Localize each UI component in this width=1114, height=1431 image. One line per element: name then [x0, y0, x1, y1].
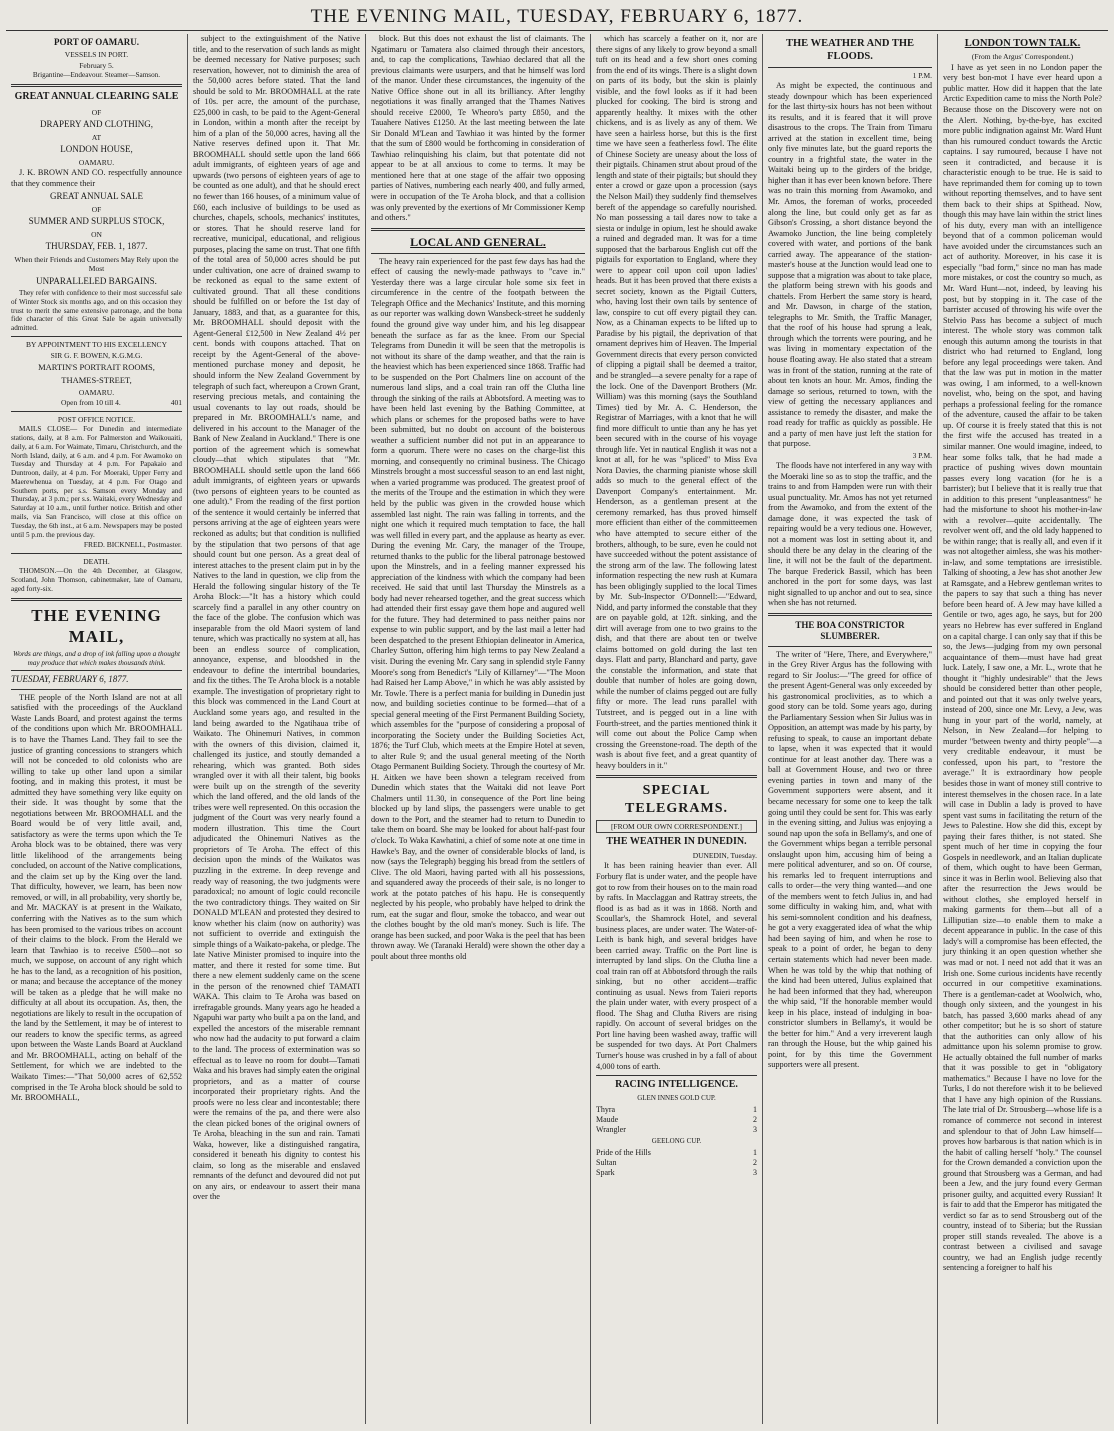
- post-office-title: POST OFFICE NOTICE.: [57, 414, 136, 424]
- sale-date: THURSDAY, FEB. 1, 1877.: [45, 241, 148, 252]
- sale-offer-text: They refer with confidence to their most successful sale of Winter Stock six months ago, and on this occasion they trust to merit the same extensive patronage, and the bona fide character of this Great Sale be again universally admitted.: [11, 289, 182, 333]
- portrait-hours: [11, 398, 182, 408]
- boa-title: THE BOA CONSTRICTOR SLUMBERER.: [795, 619, 905, 642]
- port-vessels: Brigantine—Endeavour. Steamer—Samson.: [32, 71, 161, 80]
- boa-text: The writer of "Here, There, and Everywhere," in the Grey River Argus has the following with regard to Sir Joolus:—"The greed for office of the present Agent-General was only exceeded by his gastronomical proclivities, as to which a good story can be told. Some years ago, during the Parliamentary Session when Sir Julius was in Opposition, an attempt was made by his party, by refusing to speak, to cause an important debate to lapse, when it was expected that it would continue for at least another day. There was a ball at Government House, and two or three evening parties in town and many of the Government supporters were absent, and it became necessary for some one to keep the talk going until they could be sent for. This was early in the evening sitting, and Julius was enjoying a sound nap upon the sofa in Bellamy's, and one of the Government whips began a terrible personal onslaught upon him, accusing him of being a mere political adventurer, and so on. Of course, his remarks led to frequent interruptions and calls to order—the very thing wanted—and one of the members went to fetch Julius in, and had some difficulty in waking him, and, what with his semi-somnolent condition and his deafness, he got a very exaggerated idea of what the whip had been saying of him, and when he rose to speak to a point of order, he began to deny certain statements which had never been made. When he was told by the whip that nothing of the kind had been uttered, Julius explained that he had been informed that they had, whereupon the whip said, "If the honorable member would keep in his place, instead of indulging in boa-constrictor slumbers in Bellamy's, it would be the better for him." And a very irreverent laugh ran through the House, but the whip gained his point, for by this time the Government supporters were all present.: [768, 649, 932, 1070]
- cup1-title: GLEN INNES GOLD CUP.: [637, 1093, 716, 1102]
- race-row: [596, 1115, 757, 1125]
- of-2: OF: [91, 204, 102, 214]
- horse-name: Wrangler: [596, 1124, 626, 1134]
- open-hours: Open from 10 till 4.: [60, 398, 121, 408]
- race-row: [596, 1158, 757, 1168]
- column-3: [366, 34, 591, 1424]
- te-aroha-continued: block. But this does not exhaust the list of claimants. The Ngatimaru or Tamatera also claimed through their ancestors, and, to cap the complications, Tawhiao declared that all the previous claimants were usurpers, and that he himself was lord of the manor. Under these circumstances, the ingenuity of the Native Office shone out in all its brilliancy. After lengthy negotiations it was finally arranged that the Thames Natives should receive £2000, Te Wheoro's party £850, and the Tauahere Natives £1250. At the last meeting between the late Sir Donald M'Lean and Tawhiao it was hinted by the former that the sum of £800 would be forthcoming in consideration of Tawhiao relinquishing his claim, but that potentate did not appear to be at all anxious to come to terms. It may be mentioned here that at one stage of the affair two opposing parties of Natives, numbering each nearly 400, and fully armed, were in occupation of the Te Aroha block, and that a collision was only prevented by the exertions of Mr Commissioner Kemp and others.": [371, 34, 585, 223]
- place: 1: [753, 1104, 757, 1114]
- great-annual-sale: GREAT ANNUAL SALE: [49, 191, 143, 202]
- column-4: [591, 34, 763, 1424]
- place: 3: [753, 1168, 757, 1178]
- masthead: THE EVENING MAIL, TUESDAY, FEBRUARY 6, 1877.: [6, 4, 1108, 31]
- special-telegrams-title: SPECIAL TELEGRAMS.: [625, 783, 728, 816]
- divider: [596, 1075, 757, 1076]
- divider: [768, 646, 932, 647]
- divider: [11, 670, 182, 671]
- column-2: [188, 34, 366, 1424]
- sale-house: LONDON HOUSE,: [60, 144, 133, 155]
- on-label: ON: [91, 229, 102, 239]
- paper-name: THE EVENING MAIL,: [31, 605, 162, 647]
- place: 3: [753, 1124, 757, 1134]
- portrait-town: OAMARU.: [78, 387, 115, 397]
- time-3pm: 3 P.M.: [912, 450, 932, 460]
- london-source: (From the Argus' Correspondent.): [971, 52, 1074, 62]
- motto: Words are things, and a drop of ink falling upon a thought may produce that which makes thousands think.: [12, 649, 181, 667]
- divider: [371, 228, 585, 231]
- sale-at: AT: [91, 132, 102, 142]
- friends-line: When their Friends and Customers May Rely upon the Most: [14, 254, 179, 274]
- local-general-text: The heavy rain experienced for the past few days has had the effect of causing the newly-made pathways to "cave in." Yesterday there was a large circular hole some six feet in circumference in the centre of the footpath between the Telegraph Office and the Mechanics' Institute, and this morning as our reporter was walking down Wansbeck-street he suddenly found the ground give way under him, and his leg disappear beneath the surface as far as the knee. From our Special Telegrams from Dunedin it will be seen that the metropolis is not without its share of the damp weather, and that the rain is the heaviest which has been experienced since 1868. Traffic had to be suspended on the Port Chalmers line on account of the numerous land slips, and a coal train ran off the Clutha line through the sinking of the rails at Abbotsford. A meeting was to have been held last evening by the Bathing Committee, at which plans or schemes for the proposed baths were to have been submitted, but no doubt on account of the boisterous weather a sufficient number did not put in an appearance to form a quorum. There were no cases on the charge-list this morning, and consequently no criminal business. The Chicago Minstrels brought a most successful season to an end last night, when a varied programme was produced. The greatest proof of the merits of the Troupe and the estimation in which they were held by the public was given in the crowded house which assembled last night. The rain was falling in torrents, and the night one which it required much temptation to face, the hall was well filled in every part, and the applause as hearty as ever. During the evening Mr. Cary, the manager of the Troupe, returned thanks to the public for the liberal patronage bestowed upon the Minstrels, and in a feeling manner expressed his appreciation of the kindness with which the company had been received. He said that until last Thursday the Minstrels as a body had never rehearsed together, and the great success which had attended their first essay gave them hope and augured well for the future. They had determined to pass neither pains nor expense to win public support, and by the last mail a letter had been despatched to the present Ethiopian delineator in America, Charley Sutton, offering him high terms to pay New Zealand a visit. During the evening Mr. Cary sang in splendid style Fanny Moore's song from Benedict's "Lily of Killarney"—"The Moon had Raised her Lamp Above," in which he was ably assisted by Mr. Towle. There is a perfect mania for building in Dunedin just now, and building societies continue to be formed—that of a special general meeting of the First Permanent Building Society, which assembles for the "purpose of considering a proposal of incorporating the Society under the Building Societies Act, 1876; the Turf Club, which meets at the Empire Hotel at seven, to alter Rule 9; and the usual general meeting of the North Otago Permanent Building Society. Through the courtesy of Mr. H. Aitken we have been shown a telegram received from Dunedin which states that the Waitaki did not leave Port Chalmers until 11.30, in consequence of the Port line being blocked up by land slips, the passengers were unable to get down to the Port, and the steamer had to return to Dunedin to take them on board. She may be looked for about half-past four o'clock. To Waka Kawhatini, a chief of some note at one time in Hawke's Bay, and the owner of considerable blocks of land, is now (says the Telegraph) begging his bread from the settlers of Clive. The old Maori, having parted with all his possessions, and squandered away the proceeds of their sale, is no longer to work at the potato patches of his hapu. He is consequently neglected by his people, who probably have helped to drink the rum, eat the sugar and flour, smoke the tobacco, and wear out the clothes bought by the old man's money. Such is life. The orange has been sucked, and poor Waka is the peel that has been thrown away. We (Taranaki Herald) were shown the other day a poult about three months old: [371, 256, 585, 961]
- leader-continued: subject to the extinguishment of the Native title, and to the reservation of such lands as might be deemed necessary for Native purposes; such reservation, however, not to diminish the area of the 50,000 acres before stated. That the land should be sold to Mr. BROOMHALL at the rate of 10s. per acre, the amount of the purchase, £25,000 in cash, to be paid to the Agent-General in London, within a month after the receipt by him of a plan of the 50,000 acres, having all the Native reserves defined upon it. That Mr. BROOMHALL should settle upon the land 666 adult immigrants, of eighteen years of age and upwards (two persons of eighteen years of age to be counted as one adult), and that he should erect no fewer than 166 houses, of a minimum value of £60, each inclusive of buildings to be used as churches, chapels, schools, mechanics' institutes, or stores. That he should reserve land for recreative, municipal, educational, and religious purposes, placing the same on trust. That one fifth of the total area of 50,000 acres should be put under cultivation, one acre of drained swamp to be reckoned as equal to the same extent of cultivated ground. That all these conditions should be fulfilled on or before the 1st day of January, 1883, and that, as a guarantee for this, Mr. BROOMHALL should deposit with the Agent-General £12,500 in New Zealand 4½ per cent. bonds with coupons attached. That on receipt by the Agent-General of the above-mentioned purchase money and deposit, he should inform the New Zealand Government by telegraph of such fact, whereupon a Crown Grant, reserving precious metals, and containing the usual covenants to lay out roads, should be prepared in Mr. BROOMHALL's name, and delivered in his account to the Manager of the Bank of New Zealand in Auckland." There is one portion of the agreement which is somewhat cloudy—that which stipulates that "Mr. BROOMHALL should settle upon the land 666 adult immigrants, of eighteen years or upwards (two persons of eighteen years to be counted as one adult)." From the reading of the first portion of the sentence it would certainly be inferred that persons arriving at the age of eighteen years were reckoned as adults; but that condition is nullified by the stipulation that two persons of that age should count but one person. As a great deal of interest attaches to the present claim put in by the Natives to the land in question, we clip from the Herald the following singular history of the Te Aroha Block:—"It has a history which could scarcely find a parallel in any other country on the face of the globe. The confusion which was inseparable from the old Maori system of land tenure, which was practically no system at all, has been an endless source of complication, annoyance, expense, and bloodshed in the endeavour to define the intertribal boundaries, and fix the tithes. The Te Aroha block is a notable example. The investigation of proprietary right to this block was commenced in the Land Court at Auckland some years ago, and resulted in the land being awarded to the Ngatihaua tribe of Waikato. The Ohinemuri Natives, in common with the owners of this division, claimed it, challenged its justice, and stoutly demanded a rehearing, which was granted. Both sides wrangled over it with all their talent, big books were built up on the strength of the severity which the land offered, and the old lands of the tribes were well represented. On this occasion the judgment of the Court was very nearly found a modern illustration. This time the Court adjudicated the Ohinemuri Natives as the proprietors of Te Aroha. The effect of this decision upon the minds of the Waikatos was puzzling in the extreme. In deep revenge and ready way of reasoning, the two judgments were paradoxical; no amount of logic could reconcile the two contradictory things. They waited on Sir DONALD M'LEAN and protested they desired to know whether his claim (now on authority) was not sufficient to override and extinguish the simple things of a Waikato-pakeha, or pledge. The late Native Minister promised to inquire into the matter, and there it rested for some time. But there a new element suddenly came on the scene in the person of the renowned chief TAMATI WAKA. This claim to Te Aroha was based on irrefragable grounds. Many years ago he headed a Ngapuhi war party who built a pa on the land, and expelled the ancestors of the miserable remnant who now had the audacity to put forward a claim to the land. The process of extermination was so effectual as to leave no room for doubt—Tamati Waka and his braves had simply eaten the original proprietors, and as a matter of course incorporated their proprietary rights. And the proofs were no less clear and incontestable; there were the remains of the pa, and there were also the clean picked bones of the original owners of Te Aroha, bleaching in the sun and rain. Tamati Waka, however, like a distinguished rangatira, considered it beneath his dignity to contest his claim, so long as the miserable and enslaved remnants of the defunct and devoured did not put on any airs, or endeavour to assert their mana over the: [193, 34, 360, 1202]
- column-1: [6, 34, 188, 1424]
- weather-dunedin-text: It has been raining heavier than ever. All Forbury flat is under water, and the people have got to row from their houses on to the main road by rafts. In Macclaggan and Rattray streets, the flood is as bad as it was in 1868. North and Scoullar's, the Shamrock Hotel, and several business places, are under water. The Water-of-Leith is bank high, and several bridges have been carried away. Traffic on the Port line is interrupted by land slips. On the Clutha line a coal train ran off at Abbotsford through the rails sinking, but no other accident—traffic continuing as usual. News from Taieri reports the plain under water, with every prospect of a flood. The Shag and Clutha Rivers are rising rapidly. On account of several bridges on the Port line having been washed away, traffic will be suspended for two days. At Port Chalmers Turner's house was crushed in by a fall of about 4,000 tons of earth.: [596, 861, 757, 1071]
- london-town-talk-title: LONDON TOWN TALK.: [964, 38, 1081, 49]
- divider: [596, 775, 757, 778]
- port-title: PORT OF OAMARU.: [54, 37, 139, 47]
- port-subtitle: VESSELS IN PORT.: [64, 50, 129, 60]
- place: 2: [753, 1158, 757, 1168]
- port-date: February 5.: [79, 60, 114, 70]
- post-office-text: MAILS CLOSE— For Dunedin and intermediate stations, daily, at 8 a.m. For Palmerston and Waikouaiti, daily, at 6 a.m. For Waimate, Timaru, Christchurch, and the North Island, daily, at 6 a.m. and 4 p.m. For Awamoko on Tuesday and Thursday at 4 p.m. For Papakaio and Duntroon, daily, at 4 p.m. For Moeraki, Upper Ferry and Maerewhenua on Tuesday, at 4 p.m. For Otago and Southern ports, per s.s. Samson every Monday and Thursday, at 3 p.m.; per s.s. Waitaki, every Wednesday and Saturday at 10 a.m., until further notice. British and other mails, via San Francisco, will close at this office on Tuesday, the 6th inst., at 6 a.m. Newspapers may be posted until 5 p.m. the previous day.: [11, 425, 182, 539]
- portrait-rooms: MARTIN'S PORTRAIT ROOMS,: [38, 362, 155, 373]
- sale-title: GREAT ANNUAL CLEARING SALE: [14, 91, 179, 103]
- horse-name: Spark: [596, 1168, 615, 1178]
- race-row: [596, 1105, 757, 1115]
- divider: [11, 336, 182, 337]
- death-title: DEATH.: [83, 556, 110, 566]
- col4-text: which has scarcely a feather on it, nor are there signs of any likely to grow beyond a small tuft on its head and a few short ones coming from the end of its wings. There is a slight down on parts of its body, but the skin is plainly visible, and the fowl looks as if it had been plucked for cooking. The bird is strong and apparently healthy. It mixes with the other chickens, and is as lively as any of them. We have seen a hairless horse, but this is the first time we have seen a featherless fowl. The élite of Chinese Society are uneasy about the loss of their pigtails. Chinamen strut about proud of the length and state of their pigtails; but should they enter a crowd or gaze upon a procession (says the Nelson Mail) they suddenly find themselves bereft of the appendage so carefully nourished. No man possessing a tail dares now to take a siesta or indulge in opium, lest he should awake a ruined and degraded man. It was for a time supposed that the barbarous English cut off the pigtails for exportation to England, where they were to appear coil upon coil upon ladies' heads. But it has been proved that there exists a secret society, known as the Pigtail Cutters, who, having lost their own tails by sentence of law, conspire to cut off every pigtail they can. Now, as a Chinaman expects to be lifted up to Paradise by his pigtail, the deprivation of that ornament deprives him of Heaven. The Imperial Government directs that every person convicted of clipping a pigtail shall be deemed a traitor, and be strangled—a severe penalty for a rape of the lock. One of the Davenport Brothers (Mr. William) was this morning (says the Southland Times) tied by Mr. A. C. Henderson, the Registrar of Marriages, with a knot that he will find more difficult to untie than any he has yet been secured with in the course of his voyage through life. Yet in nautical English it was not a knot at all, for he was "spliced" to Miss Eva Nora Davies, the charming pianiste whose skill adds so much to the general effect of the Davenport Company's entertainment. Mr. Henderson, as a gentleman present at the ceremony remarked, has thus proved himself more efficient than either of the committeemen who have attempted to secure either of the brothers, although, to be sure, even he could not have succeeded without the potent assistance of the strong arm of the law. The following latest information respecting the new rush at Kumara has been obligingly supplied to the local Times by Mr. Sub-Inspector O'Donnell:—"Edward, Nidd, and party informed the constable that they are on payable gold, at 12ft. sinking, and the dirt will average from one to two grains to the dish, and that there are about ten or twelve claims bottomed on gold during the last ten days. Flatt and party, Blanchard and party, gave the constable the information, and state that double that number of holes are going down, while the number of claims pegged out are fully fifty or more. The lead runs parallel with Tutstreet, and is pegged out in a line with Fourth-street, and the parties mentioned think it will come out about the Police Camp when crossing the Greenstone-road. The depth of the wash is about five feet, and a great quantity of heavy boulders in it.": [596, 34, 757, 770]
- portrait-street: THAMES-STREET,: [61, 374, 132, 385]
- horse-name: Sultan: [596, 1158, 617, 1168]
- floods-text-2: The floods have not interfered in any way with the Moeraki line so as to stop the traffic, and the trains to and from Hampden were run with their usual punctuality. Mr. Amos has not yet returned from the Awamoko, and from the extent of the damage done, it was expected the task of repairing would be a very tedious one. However, not a moment was lost in setting about it, and should there be any delay in the clearing of the line, it will not be the fault of the department. The barque Frederick Bassil, which has been anchored in the port for some days, was last night signalled to up anchor and out to sea, since when she has not returned.: [768, 461, 932, 608]
- race-row: [596, 1148, 757, 1158]
- race2-results: [596, 1148, 757, 1178]
- divider: [11, 598, 182, 601]
- postmaster: FRED. BICKNELL, Postmaster.: [83, 540, 182, 550]
- divider: [768, 613, 932, 616]
- divider: [11, 689, 182, 690]
- divider: [768, 67, 932, 68]
- horse-name: Maude: [596, 1114, 619, 1124]
- sale-of: OF: [91, 107, 102, 117]
- divider: [11, 411, 182, 412]
- horse-name: Thyra: [596, 1104, 616, 1114]
- racing-title: RACING INTELLIGENCE.: [615, 1079, 738, 1091]
- divider: [11, 84, 182, 87]
- race-row: [596, 1125, 757, 1135]
- sale-goods: DRAPERY AND CLOTHING,: [40, 119, 153, 130]
- weather-dunedin-title: THE WEATHER IN DUNEDIN.: [606, 836, 747, 848]
- floods-title: THE WEATHER AND THE FLOODS.: [785, 38, 915, 63]
- divider: [371, 253, 585, 254]
- place: 1: [753, 1147, 757, 1157]
- brown-intro: J. K. BROWN AND CO. respectfully announce that they commence their: [11, 168, 182, 188]
- summer-stock: SUMMER AND SURPLUS STOCK,: [28, 216, 165, 227]
- column-6: [938, 34, 1107, 1424]
- time-1pm: 1 P.M.: [912, 70, 932, 80]
- divider: [11, 553, 182, 554]
- race1-results: [596, 1105, 757, 1135]
- cup2-title: GEELONG CUP.: [651, 1137, 702, 1146]
- sale-town: OAMARU.: [78, 157, 115, 167]
- floods-text-1: As might be expected, the continuous and steady downpour which has been experienced for the last thirty-six hours has not been without its results, and it is feared that it will prove disastrous to the crops. The Train from Timaru arrived at the station in excellent time, being only five minutes late, but the guard reports the country in a frightful state, the water in the Waitaki being up to the girders of the bridge, higher than it has ever been known before. There was no train this morning from Awamoko, and Mr. Amos, the foreman of works, proceeded along the line, but could only get as far as Gibson's Crossing, a short distance beyond the Awamoko Junction, the line being completely covered with water, and portions of the bank carried away. The appearance of the station-master's house at the Junction would lead one to suppose that a migration was about to take place, the platform being strewn with his goods and chattels. From Herbert the same story is heard, and Mr. Dawson, in charge of the station, telegraphs to Mr. Smith, the Traffic Manager, that the roof of his house had sprung a leak, through which the torrents were pouring, and he was living in momentary expectation of the house floating away. He also stated that a stream was in front of the station, running at the rate of about ten knots an hour. Mr. Amos, finding the damage so serious, returned to town, with the view of getting the necessary appliances and assistance to remedy the disaster, and make the road ready for traffic as quickly as possible. He and a party of men have just left the station for that purpose.: [768, 81, 932, 449]
- local-general-title: LOCAL AND GENERAL.: [410, 234, 546, 249]
- death-text: THOMSON.—On the 4th December, at Glasgow, Scotland, John Thomson, cabinetmaker, late of Oamaru, aged forty-six.: [11, 567, 182, 593]
- ad-number: 401: [170, 398, 182, 408]
- place: 2: [753, 1114, 757, 1124]
- date-line: TUESDAY, FEBRUARY 6, 1877.: [11, 674, 129, 685]
- governor-name: SIR G. F. BOWEN, K.G.M.G.: [50, 350, 143, 360]
- special-telegrams-sub: [FROM OUR OWN CORRESPONDENT.]: [596, 820, 757, 834]
- london-text: I have as yet seen in no London paper the very best bon-mot I have ever heard upon a public matter. How did it happen that the late Arctic Expedition came to miss the North Pole? Because those on the Discovery were not on the Alert. Nothing, by-the-bye, has excited more public indignation against Mr. Ward Hunt than his rumoured conduct towards the Arctic captains. I say rumoured, because I have not seen it contradicted, and because it is characteristic enough to be true. He is said to have reprimanded them for coming up to town without reporting themselves, and to have sent them back to their ships at Spithead. Now, though this may have lain within the strict lines of his duty, every man with an intelligence beyond that of a common policeman would have avoided under the circumstances such an act of authority. Moreover, in his case it is especially "bad form," since no man has made more mistakes, or cost the country so much, as Mr. Ward Hunt—not, indeed, by leaving his post, but by stopping in it. The case of the barrister accused of throwing his wife over the Stelvio Pass has become a subject of much interest. The whole story was common talk enough this autumn among the tourists in that district who had returned to England, long before any legal proceedings were taken. And that the law was put in motion in the matter was owing, I am informed, to a well-known novelist, who, being on the spot, and having perhaps a professional feeling for the romance of the adventure, caused the affair to be taken up. Of course it is freely stated that this is not the first wife the accused has treated in a similar manner. One would imagine, indeed, to hear some folks talk, that he had made a practice of pushing wives down mountain passes every long vacation (for he is a barrister); but I believe that it is really true that in addition to this present "unpleasantness" he had the misfortune to shoot his mother-in-law with a revolver—quite accidentally. The revolver went off, and the old lady happened to be within range; that is really all, and even if it was not altogether aimless, she was his mother-in-law, and some temptations are irresistible. Talking of shooting, a Jew has shot another Jew at Ramsgate, and a Hebrew gentleman writes to the papers to say that such a thing has never before been heard of. A Jew may have killed a Gentile or two, ages ago, he says, but for 200 years no Hebrew has ever suffered in England on a capital charge. I can only say that if this be so, the Jews—judging from my own personal acquaintance of them—must have had great luck. Lately, I saw one, a Mr. L., wrote that he thought it "highly undesirable" that the Jews should be considered better than other people, and pointed out that it was only twelve years, instead of 200, since one Mr. Levy, a Jew, was hung in your part of the world, namely, at Nelson, in New Zealand—for helping to murder "between twenty and thirty people"—a very creditable endeavour, it must be confessed, upon his part, to "restore the average." It is extraordinary how people besides those in want of money still contrive to interest themselves in the chosen race. In a late will case in Dublin a lady is proved to have spent vast sums in facilitating the return of the Jews to Palestine. How she did this, except by paying their fares thither, is not stated. She spent much of her time in copying the four Gospels in needlework, and an Italian duplicate of them, which ought to have been German, since it was in Berlin wool. Believing also that after the resurrection the Jews would be without clothes, she employed herself in making garments for them—but all of a Lilliputian size—to enable them to make a decent appearance in public. In the case of this lady's will a compromise has been effected, the jury thinking it an open question whether she was mad or not. I need not add that it was an Irish one. Some curious incidents have recently occurred in our competitive examinations. There is a gentleman-cadet at Woolwich, who, though only sixteen, and the youngest in his batch, has passed 3,600 marks ahead of any other competitor; but he is so short of stature that the authorities can only allow of his admittance upon his solemn promise to grow. He actually obtained the full number of marks that it was possible to get in "obligatory mathematics." Because I have no love for the Turks, I do not therefore wish it to be believed that I have any high opinion of the Russians. The late trial of Dr. Strousberg—whose life is a romance of commerce not second in interest and splendour to that of John Law himself—proves how barbarous is that nation which is in the habit of calling herself "holy." The counsel for the Crown demanded a conviction upon the ground that Strousberg was a German, and had been a Jew, and the jury found every German prisoner guilty, and acquitted every Russian! It is fair to add that the Emperor has mitigated the verdict so far as to send Strousberg out of the country, instead of to Siberia; but the Russian proper still stands revealed. The above is a contrast between a civilised and savage country, we had an English judge recently sentencing a foreigner to half his: [943, 62, 1102, 1273]
- horse-name: Pride of the Hills: [596, 1147, 651, 1157]
- race-row: [596, 1168, 757, 1178]
- bargains: UNPARALLELED BARGAINS.: [36, 275, 157, 286]
- leader-article: THE people of the North Island are not at all satisfied with the proceedings of the Auckland Waste Lands Board, and protest against the terms of the conditions upon which Mr. BROOMHALL is to have the Thames Land. They fail to see the justice of granting concessions to strangers which will not be conceded to old colonists who are willing to take up other land upon a similar footing, and in making this protest, it must be admitted they have something very like equity on their side. It was thought by some that the negotiations between Mr. BROOMHALL and the Board would be of very little avail, and, satisfactory as were the terms upon which the Te Aroha block was to be obtained, there was very little likelihood of the arrangements being concluded, on account of the Native complications, and the claim set up by the King over the land. That difficulty, however, we learn, has been now removed, or will, in all probability, very shortly be, and Mr. MACKAY is at present in the Waikato, conferring with the Natives as to the sum which has been promised to the various tribes on account of their claims to the block. From the Herald we learn that Tawhiao is to receive £500—not so much, we suppose, on account of any right which he has to the land, as a recognition of his position, or mana; and because the acceptance of the money will be taken as a pledge that he will make no difficulty at all about its occupation. As, then, the negotiations are likely to result in the occupation of the land by the Settlement, it may be of interest to our readers to know the specific terms, as agreed upon between the Waste Lands Board at Auckland and Mr. BROOMHALL, acting on behalf of the Settlement, for which we are indebted to the Waikato Times:—"That 50,000 acres of 62,552 comprised in the Te Aroha block should be sold to Mr. BROOMHALL,: [11, 692, 182, 1103]
- columns: [6, 34, 1108, 1424]
- by-appointment: BY APPOINTMENT TO HIS EXCELLENCY: [26, 340, 167, 350]
- column-5: [763, 34, 938, 1424]
- weather-dateline: DUNEDIN, Tuesday.: [692, 850, 757, 860]
